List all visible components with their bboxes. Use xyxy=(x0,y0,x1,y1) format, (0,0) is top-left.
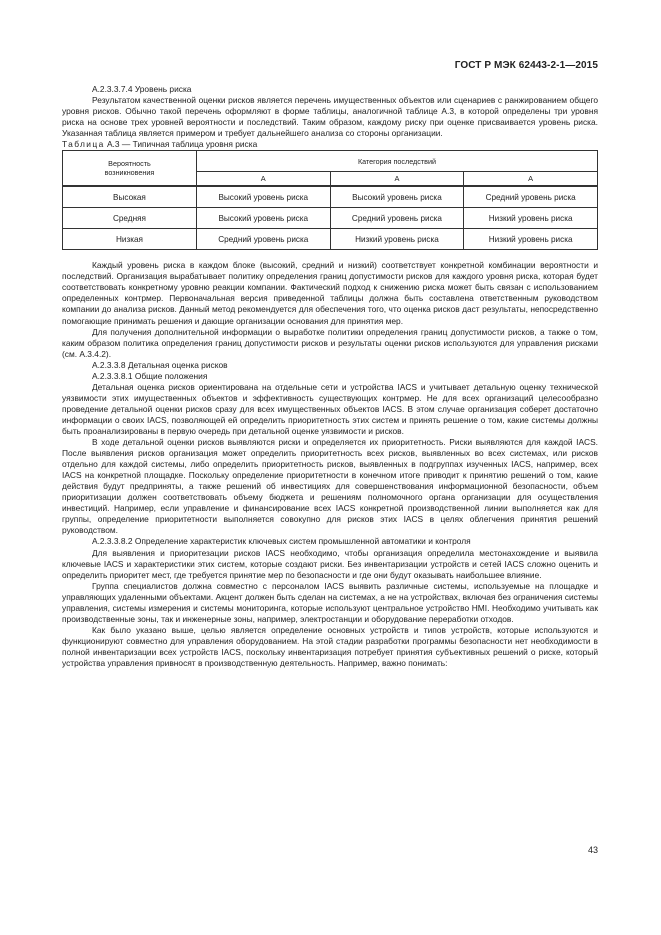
table-cell: Средний уровень риска xyxy=(464,186,598,208)
paragraph: Для выявления и приоритезации рисков IACS необходимо, чтобы организация определила местонахождение и выявила ключевые IACS и характеристики этих систем, которые создают риски. Без инвентаризации устройств и сетей IACS сложно оценить и определить приоритет мест, где требуется принятие мер по безопасности и где они будут оказывать наибольшее влияние. xyxy=(62,547,598,580)
paragraph: Для получения дополнительной информации о выработке политики определения границ допустимости рисков, а также о том, каким образом политика определения границ допустимости рисков и результаты оценки рисков используются для управления рисками (см. А.3.4.2). xyxy=(62,326,598,359)
header-consequence: Категория последствий xyxy=(196,151,597,172)
table-cell: Высокий уровень риска xyxy=(196,208,330,229)
paragraph: Группа специалистов должна совместно с персоналом IACS выявить различные системы, используемые на площадке и управляющих удаленными объектами. Акцент должен быть сделан на системах, а не на устройствах, включая без ограничения системы управления, системы измерения и системы мониторинга, которые используют центральное устройство HMI. Необходимо учитывать как производственные зоны, так и инженерные зоны, например, электростанции и оборудование переработки отходов. xyxy=(62,580,598,624)
table-caption xyxy=(62,139,598,150)
paragraph: Каждый уровень риска в каждом блоке (высокий, средний и низкий) соответствует конкретной комбинации вероятности и последствий. Организация вырабатывает политику определения границ допустимости рисков для каждого уровня риска, которая будет соответствовать конкретному уровню реакции компании. Фактический подход к снижению риска может быть связан с использованием определенных контрмер. Первоначальная версия приведенной таблицы должна быть составлена ответственным руководством компании до анализа рисков. Данный метод рекомендуется для обеспечения того, что оценка рисков даст результаты, непосредственно помогающие принимать решения и дающие организации основания для принятия мер. xyxy=(62,260,598,326)
paragraph: Детальная оценка рисков ориентирована на отдельные сети и устройства IACS и учитывает детальную оценку технической уязвимости этих имущественных объектов и эффективность существующих контрмер. Не для всех организаций целесообразно проведение детальной оценки рисков сразу для всех имущественных объектов IACS. В этом случае организация соберет достаточно информации о своих IACS, позволяющей ей определить приоритетность этих систем и принять решение о том, какие системы должны быть проанализированы в первую очередь при детальной оценке уязвимости и рисков. xyxy=(62,381,598,436)
page-body xyxy=(62,84,598,669)
table-row xyxy=(63,229,598,250)
table-caption-label: Таблица xyxy=(62,139,105,150)
table-header-row xyxy=(63,151,598,172)
section-heading: А.2.3.3.8 Детальная оценка рисков xyxy=(92,359,228,370)
paragraph: Результатом качественной оценки рисков является перечень имущественных объектов или сценариев с ранжированием общего уровня рисков. Обычно такой перечень оформляют в форме таблицы, аналогичной таблице А.3, в которой определены три уровня риска на основе трех уровней вероятности и последствий. Таким образом, каждому риску при оценке присваивается уровень риска. Указанная таблица является примером и требует дальнейшего анализа со стороны организации. xyxy=(62,95,598,139)
subheader-cell: А xyxy=(196,172,330,187)
paragraph: Как было указано выше, целью является определение основных устройств и типов устройств, которые используются и функционируют совместно для управления оборудованием. На этой стадии разработки программы безопасности нет необходимости в полной инвентаризации всех устройств IACS, поскольку инвентаризация потребует принятия субъективных решений о риске, который устройства управления привносят в производственную деятельность. Например, важно понимать: xyxy=(62,624,598,668)
table-cell: Средний уровень риска xyxy=(330,208,464,229)
table-cell: Высокий уровень риска xyxy=(330,186,464,208)
paragraph: В ходе детальной оценки рисков выявляются риски и определяется их приоритетность. Риски выявляются для каждой IACS. После выявления рисков организация может определить приоритетность всех рисков, выявленных во всех системах, или рисков отдельно для каждой системы, либо определить приоритетность рисков, выявленных в подгруппах изученных IACS, например, всех IACS на конкретной площадке. Поскольку определение приоритетности в конечном итоге приводит к принятию решений о том, какие действия будут предприняты, а также решений об инвестициях для совершенствования информационной безопасности, объем приоритизации должен соответствовать объему бюджета и решениям полномочного органа организации для осуществления инвестиций. Например, если управление и финансирование всех IACS конкретной производственной линии выполняется как для группы, определение приоритетности выполняется совокупно для рисков этих IACS в целях облегчения принятия решений руководством. xyxy=(62,437,598,536)
standard-code-header: ГОСТ Р МЭК 62443-2-1—2015 xyxy=(454,60,598,71)
section-heading: А.2.3.3.8.2 Определение характеристик ключевых систем промышленной автоматики и контроля xyxy=(92,536,471,547)
table-row xyxy=(63,208,598,229)
subheader-cell: А xyxy=(330,172,464,187)
subheader-cell: А xyxy=(464,172,598,187)
table-cell: Низкий уровень риска xyxy=(330,229,464,250)
page-number: 43 xyxy=(587,845,598,855)
row-label-cell: Высокая xyxy=(63,186,197,208)
section-heading: А.2.3.3.7.4 Уровень риска xyxy=(92,84,192,94)
row-label-cell: Средняя xyxy=(63,208,197,229)
table-cell: Средний уровень риска xyxy=(196,229,330,250)
table-caption-title: А.3 — Типичная таблица уровня риска xyxy=(104,139,258,150)
row-label-cell: Низкая xyxy=(63,229,197,250)
table-cell: Низкий уровень риска xyxy=(464,229,598,250)
header-likelihood: Вероятность возникновения xyxy=(63,151,197,187)
table-cell: Низкий уровень риска xyxy=(464,208,598,229)
table-row xyxy=(63,186,598,208)
section-heading: А.2.3.3.8.1 Общие положения xyxy=(92,370,208,381)
table-cell: Высокий уровень риска xyxy=(196,186,330,208)
risk-level-table xyxy=(62,150,598,250)
